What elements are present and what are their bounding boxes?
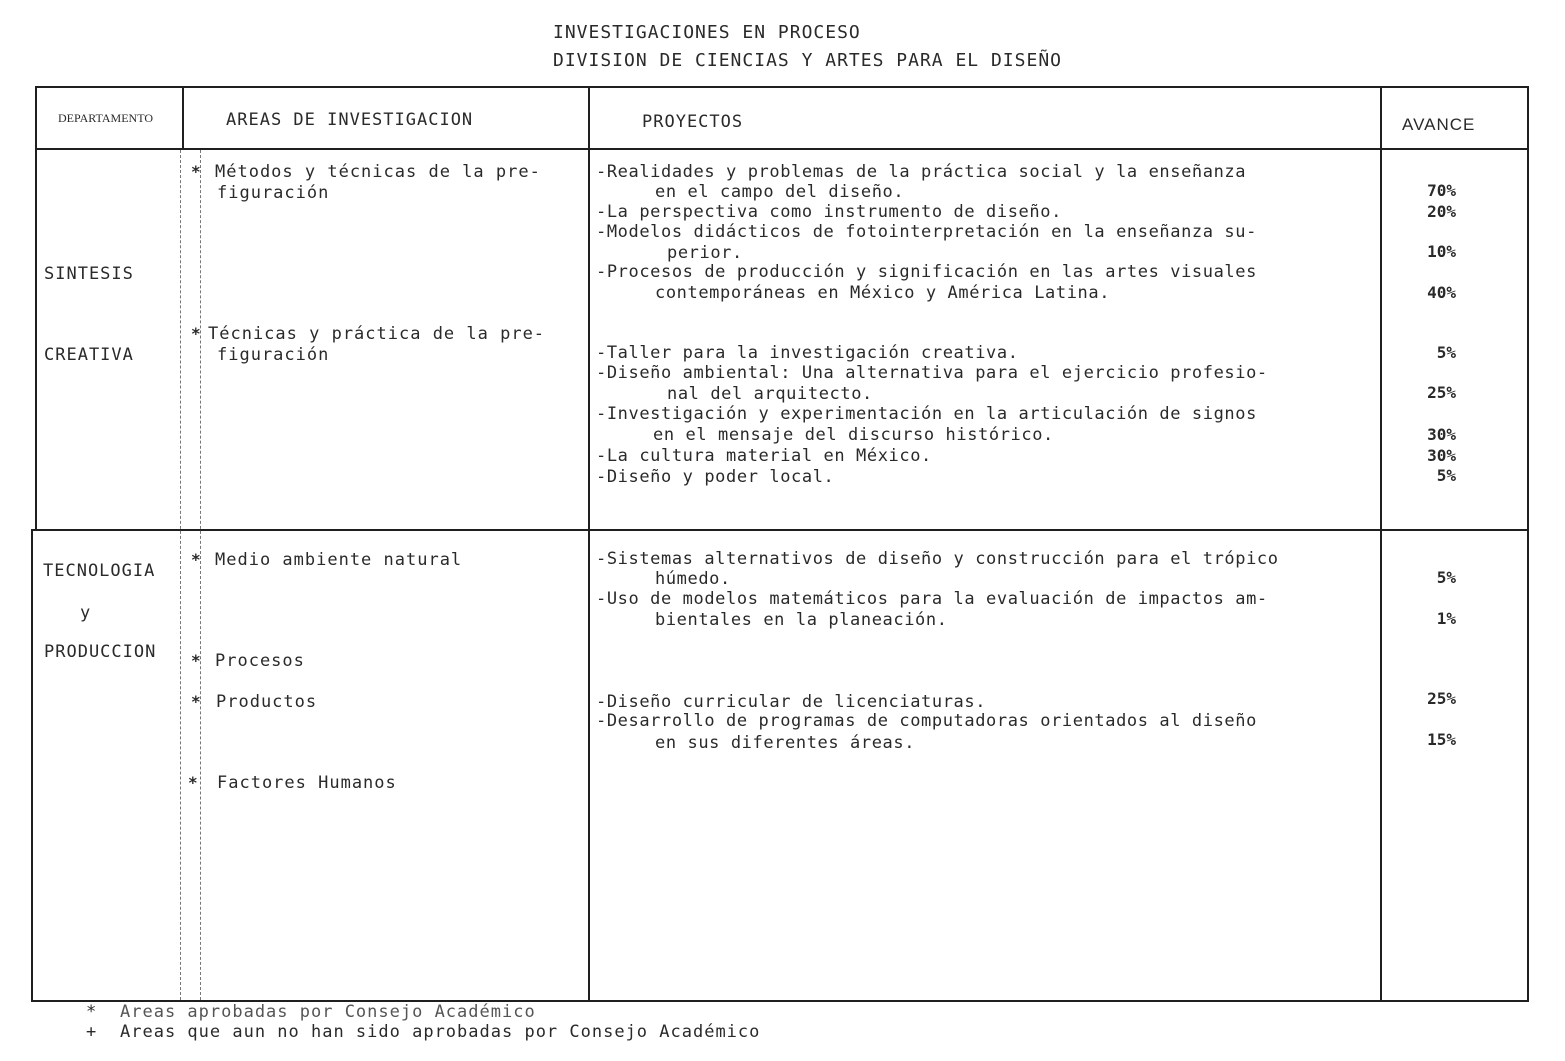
avance-value: 30% [1427,425,1456,444]
avance-value: 5% [1436,568,1456,587]
dept-y: y [80,603,92,623]
project-item: -La perspectiva como instrumento de diseño. [596,202,1062,222]
avance-value: 5% [1436,343,1456,362]
project-item: -La cultura material en México. [596,446,932,466]
project-item: -Diseño ambiental: Una alternativa para el ejercicio profesio- [596,363,1268,383]
col-divider-area-margin [200,150,201,1000]
star-marker: * [188,773,198,792]
avance-value: 5% [1436,466,1456,485]
star-marker: * [191,162,201,181]
header-bottom-border [35,148,1529,150]
footnote-not-approved: Areas que aun no han sido aprobadas por Consejo Académico [120,1022,761,1042]
avance-value: 25% [1427,383,1456,402]
table-right-border [1527,86,1529,1002]
table-left-border-top [35,86,37,530]
project-item-cont: en el mensaje del discurso histórico. [653,425,1054,445]
document-title: INVESTIGACIONES EN PROCESO [553,22,861,43]
avance-value: 15% [1427,730,1456,749]
star-marker: * [191,550,201,569]
project-item: -Desarrollo de programas de computadoras orientados al diseño [596,711,1257,731]
footnote-mark: + [86,1022,98,1042]
area-factores-humanos: Factores Humanos [217,773,397,793]
col-divider-dept [180,150,181,1000]
star-marker: * [191,692,201,711]
area-metodos-cont: figuración [217,183,330,203]
avance-value: 20% [1427,202,1456,221]
dept-sintesis: SINTESIS [44,264,134,284]
project-item-cont: en sus diferentes áreas. [655,733,916,753]
header-departamento: DEPARTAMENTO [58,111,153,125]
star-marker: * [191,651,201,670]
table-top-border [35,86,1529,88]
project-item: -Diseño curricular de licenciaturas. [596,692,987,712]
avance-value: 30% [1427,446,1456,465]
dept-produccion: PRODUCCION [44,642,157,662]
header-proyectos: PROYECTOS [642,112,744,132]
area-procesos: Procesos [215,651,305,671]
area-tecnicas: Técnicas y práctica de la pre- [208,324,546,344]
area-productos: Productos [216,692,318,712]
dept-creativa: CREATIVA [44,345,134,365]
footnote-mark: * [86,1002,98,1022]
document-subtitle: DIVISION DE CIENCIAS Y ARTES PARA EL DISEÑO [553,50,1062,71]
project-item-cont: contemporáneas en México y América Latina. [655,283,1111,303]
area-metodos: Métodos y técnicas de la pre- [215,162,541,182]
avance-value: 40% [1427,283,1456,302]
table-left-border-bottom [31,529,33,1002]
avance-value: 70% [1427,181,1456,200]
section-divider [33,529,1529,531]
project-item-cont: perior. [667,243,743,263]
avance-value: 10% [1427,242,1456,261]
star-marker: * [191,324,201,343]
project-item: -Investigación y experimentación en la articulación de signos [596,404,1257,424]
col-divider-proyectos [1380,86,1382,1000]
project-item: -Procesos de producción y significación en las artes visuales [596,262,1257,282]
header-areas: AREAS DE INVESTIGACION [226,110,474,130]
project-item: -Modelos didácticos de fotointerpretación en la enseñanza su- [596,222,1257,242]
project-item: -Taller para la investigación creativa. [596,343,1019,363]
footnote-approved: Areas aprobadas por Consejo Académico [120,1002,536,1022]
col-divider-areas [588,86,590,1000]
project-item-cont: bientales en la planeación. [655,610,948,630]
area-medio-ambiente: Medio ambiente natural [215,550,463,570]
project-item: -Sistemas alternativos de diseño y construcción para el trópico [596,549,1279,569]
header-avance: AVANCE [1402,115,1476,134]
project-item: -Diseño y poder local. [596,467,835,487]
project-item: -Uso de modelos matemáticos para la evaluación de impactos am- [596,589,1268,609]
avance-value: 25% [1427,689,1456,708]
project-item: -Realidades y problemas de la práctica social y la enseñanza [596,162,1247,182]
area-tecnicas-cont: figuración [217,345,330,365]
project-item-cont: húmedo. [655,569,731,589]
dept-tecnologia: TECNOLOGIA [43,561,156,581]
col-divider-dept-header [182,86,184,150]
project-item-cont: nal del arquitecto. [667,384,873,404]
avance-value: 1% [1436,609,1456,628]
project-item-cont: en el campo del diseño. [655,182,905,202]
